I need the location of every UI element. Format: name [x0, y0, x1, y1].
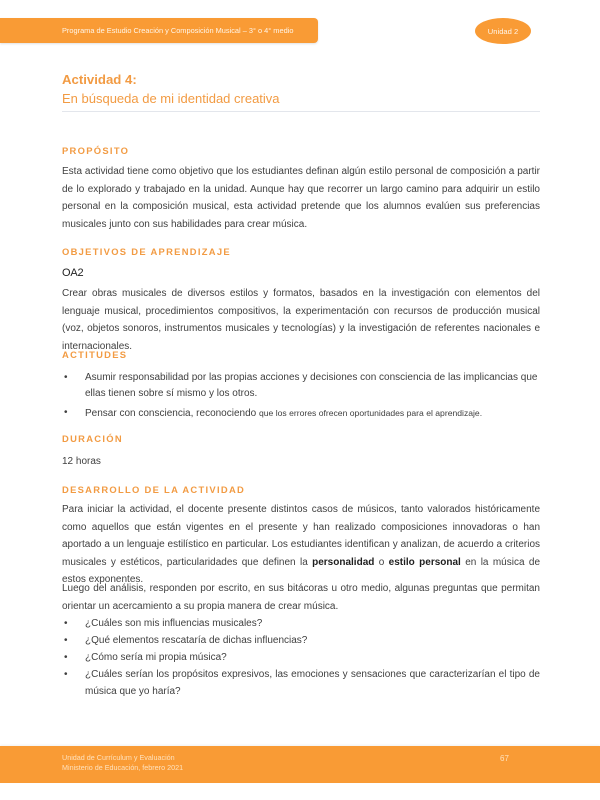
list-item [62, 615, 540, 632]
bold-personalidad: personalidad [312, 556, 375, 568]
desarrollo-text: en la música de estos exponentes. [62, 556, 541, 586]
bullet-icon: • [64, 406, 68, 418]
bullet-icon: • [64, 372, 68, 383]
page-number: 67 [500, 754, 509, 763]
actitudes-list [62, 370, 540, 422]
actitud-text: Asumir responsabilidad por las propias acciones y decisiones con consciencia de las implicancias que ellas tienen sobre sí mismo y los otros. [85, 372, 538, 400]
section-heading-proposito: PROPÓSITO [62, 145, 130, 156]
desarrollo-para-1 [62, 501, 540, 589]
list-item [62, 649, 540, 666]
oa-label: OA2 [62, 267, 84, 279]
activity-subtitle: En búsqueda de mi identidad creativa [62, 91, 280, 106]
list-item [62, 666, 540, 700]
section-heading-desarrollo: DESARROLLO DE LA ACTIVIDAD [62, 484, 246, 495]
bullet-icon: • [64, 618, 68, 629]
desarrollo-text: Para iniciar la actividad, el docente presente distintos casos de músicos, tanto valorados históricamente como aquellos que están vigentes en el presente y han realizado composiciones innovadoras o han aportado a un lenguaje estilístico en particular. Los estudiantes identifican y analizan, de acuerdo a criterios musicales y estéticos, particularidades que definen la [62, 504, 540, 568]
section-heading-duracion: DURACIÓN [62, 433, 123, 444]
section-heading-actitudes: ACTITUDES [62, 349, 128, 360]
list-item [62, 632, 540, 649]
unit-badge-label: Unidad 2 [487, 26, 519, 36]
oa-text: Crear obras musicales de diversos estilos y formatos, basados en la investigación con elementos del lenguaje musical, procedimientos compositivos, la experimentación con recursos de producción musical (voz, objetos sonoros, instrumentos musicales y tecnologías) y la investigación de referentes nacionales e internacionales. [62, 288, 540, 352]
duracion-value: 12 horas [62, 456, 101, 467]
bullet-icon: • [64, 652, 68, 663]
desarrollo-para-2: Luego del análisis, responden por escrito, en sus bitácoras u otro medio, algunas preguntas que permitan orientar un acercamiento a su propia manera de crear música. [62, 583, 540, 612]
bold-estilo-personal: estilo personal [388, 556, 461, 568]
proposito-text: Esta actividad tiene como objetivo que los estudiantes definan algún estilo personal de composición a partir de lo explorado y trabajado en la unidad. Aunque hay que recorrer un largo camino para adquirir un estilo personal en la composición musical, esta actividad pretende que los alumnos evalúen sus preferencias musicales junto con sus habilidades para crear música. [62, 166, 540, 230]
question-text: ¿Cuáles son mis influencias musicales? [85, 618, 263, 629]
questions-list [62, 615, 540, 700]
list-item [62, 370, 540, 403]
bullet-icon: • [64, 669, 68, 680]
question-text: ¿Qué elementos rescataría de dichas influencias? [85, 635, 308, 646]
header-bar [0, 18, 318, 43]
desarrollo-text: o [374, 556, 389, 568]
footer-institution: Unidad de Currículum y Evaluación [62, 753, 175, 762]
unit-badge [475, 18, 531, 44]
question-text: ¿Cuáles serían los propósitos expresivos, las emociones y sensaciones que caracterizarían el tipo de música que yo haría? [85, 669, 540, 697]
footer-bar [0, 746, 600, 783]
bullet-icon: • [64, 635, 68, 646]
list-item [62, 405, 540, 422]
section-heading-objetivos: OBJETIVOS DE APRENDIZAJE [62, 246, 231, 257]
footer-ministry-date: Ministerio de Educación, febrero 2021 [62, 763, 184, 772]
program-title: Programa de Estudio Creación y Composición Musical – 3° o 4° medio [62, 26, 294, 35]
actitud-text-main: Pensar con consciencia, reconociendo [85, 407, 259, 419]
title-divider [62, 111, 540, 112]
activity-title: Actividad 4: [62, 72, 137, 87]
actitud-text-small: que los errores ofrecen oportunidades para el aprendizaje. [259, 407, 483, 418]
question-text: ¿Cómo sería mi propia música? [85, 652, 227, 663]
